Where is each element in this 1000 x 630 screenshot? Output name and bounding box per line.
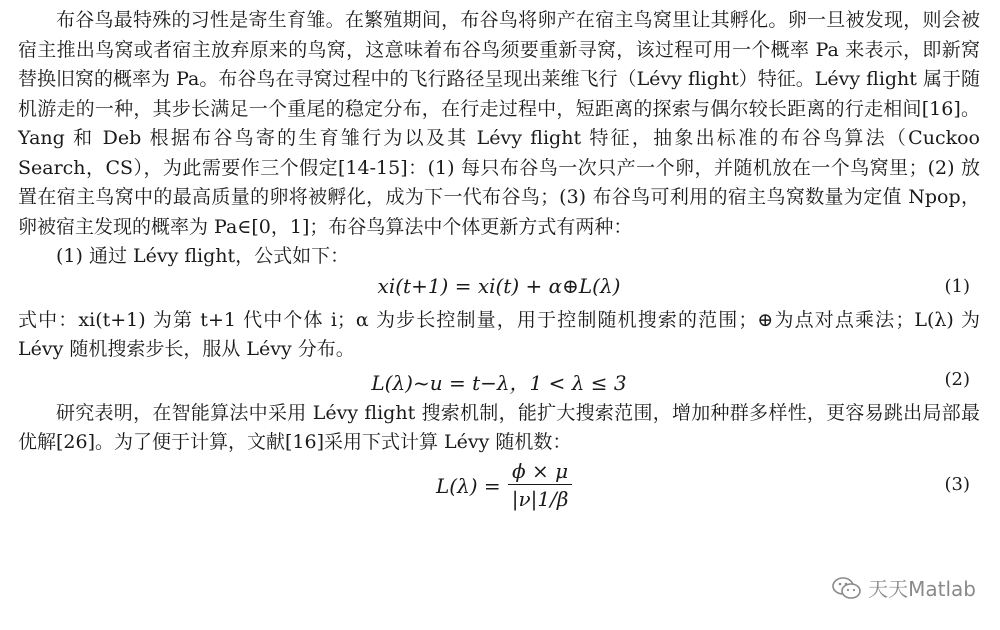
paragraph-cuckoo-habits: 布谷鸟最特殊的习性是寄生育雏。在繁殖期间，布谷鸟将卵产在宿主鸟窝里让其孵化。卵一旦被发现，则会被宿主推出鸟窝或者宿主放弃原来的鸟窝，这意味着布谷鸟须要重新寻窝，该过程可用一个概率 Pa 来表示，即新窝替换旧窝的概率为 Pa。布谷鸟在寻窝过程中的飞行路径呈现出莱维飞行（Lévy flight）特征。Lévy flight 属于随机游走的一种，其步长满足一个重尾的稳定分布，在行走过程中，短距离的探索与偶尔较长距离的行走相间[16]。Yang 和 Deb 根据布谷鸟寄的生育雏行为以及其 Lévy flight 特征，抽象出标准的布谷鸟算法（Cuckoo Search，CS），为此需要作三个假定[14-15]：(1) 每只布谷鸟一次只产一个卵，并随机放在一个鸟窝里；(2) 放置在宿主鸟窝中的最高质量的卵将被孵化，成为下一代布谷鸟；(3) 布谷鸟可利用的宿主鸟窝数量为定值 Npop，卵被宿主发现的概率为 Pa∈[0，1]；布谷鸟算法中个体更新方式有两种： (18, 9, 980, 238)
paper-page (18, 6, 980, 520)
paragraph-eq1-explanation: 式中：xi(t+1) 为第 t+1 代中个体 i；α 为步长控制量，用于控制随机搜索的范围；⊕为点对点乘法；L(λ) 为 Lévy 随机搜索步长，服从 Lévy 分布。 (18, 308, 980, 360)
equation-3-denominator: |ν|1/β (511, 486, 569, 511)
equation-3-number: (3) (944, 473, 970, 495)
equation-3-lhs: L(λ) = (436, 473, 501, 498)
equation-3 (18, 458, 980, 520)
equation-3-numerator: ϕ × μ (508, 458, 572, 485)
wechat-icon (832, 576, 862, 600)
equation-1-formula: xi(t+1) = xi(t) + α⊕L(λ) (377, 273, 621, 298)
equation-2-number: (2) (944, 368, 970, 390)
equation-1 (18, 272, 980, 306)
paragraph-research-finding: 研究表明，在智能算法中采用 Lévy flight 搜索机制，能扩大搜索范围，增加种群多样性，更容易跳出局部最优解[26]。为了便于计算，文献[16]采用下式计算 Lévy 随机数： (18, 401, 980, 453)
paragraph-levy-intro: (1) 通过 Lévy flight，公式如下： (56, 245, 350, 267)
equation-2 (18, 365, 980, 399)
equation-1-number: (1) (944, 275, 970, 297)
watermark (832, 573, 976, 602)
watermark-text: 天天Matlab (868, 577, 976, 601)
equation-3-fraction (508, 458, 572, 513)
equation-2-formula: L(λ)~u = t−λ，1 < λ ≤ 3 (371, 370, 627, 395)
